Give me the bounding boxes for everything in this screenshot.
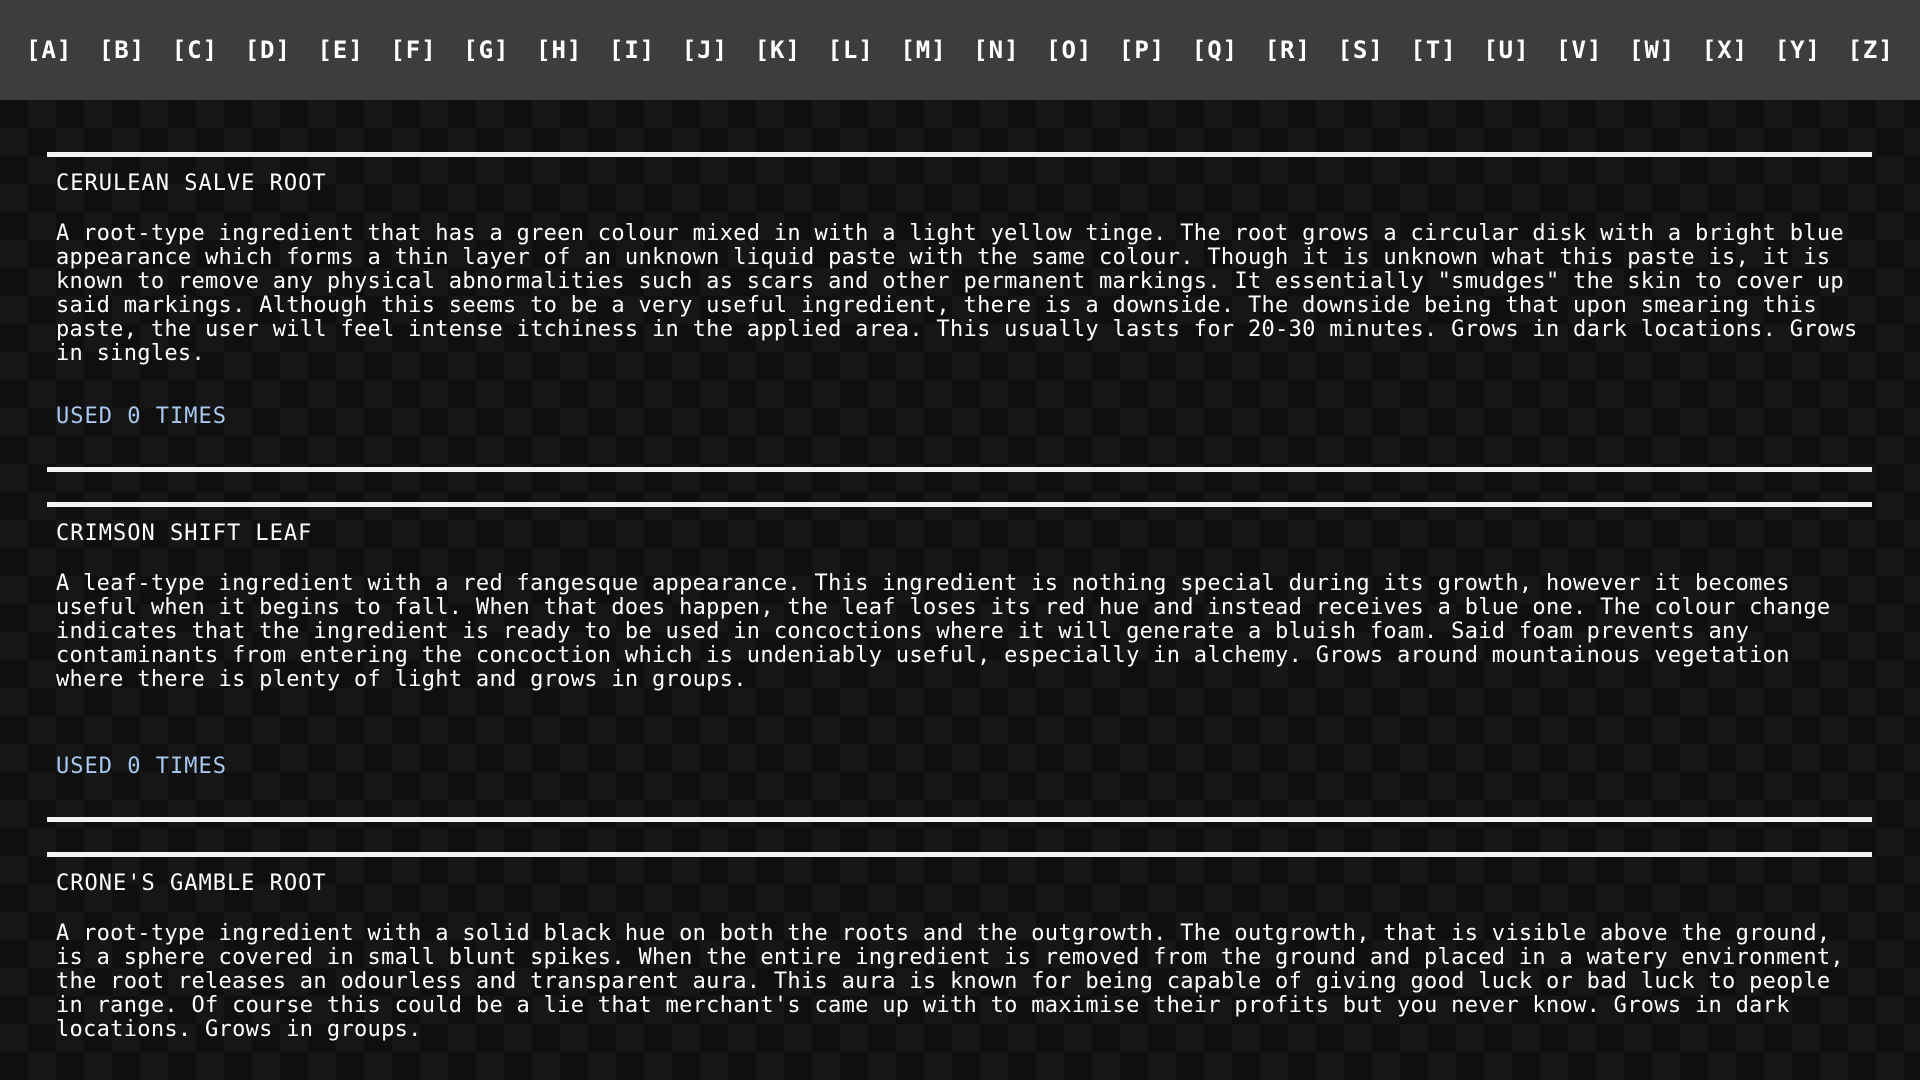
nav-letter-e[interactable]: [E] bbox=[317, 36, 364, 64]
ingredient-title: CRONE'S GAMBLE ROOT bbox=[56, 871, 327, 896]
ingredient-list-panel[interactable] bbox=[0, 100, 1920, 1080]
nav-letter-d[interactable]: [D] bbox=[244, 36, 291, 64]
nav-letter-i[interactable]: [I] bbox=[608, 36, 656, 64]
nav-letter-p[interactable]: [P] bbox=[1118, 36, 1166, 64]
ingredient-entry bbox=[47, 152, 1872, 472]
nav-letter-g[interactable]: [G] bbox=[463, 36, 510, 64]
nav-letter-j[interactable]: [J] bbox=[681, 36, 729, 64]
nav-letter-v[interactable]: [V] bbox=[1556, 36, 1603, 64]
nav-letter-a[interactable]: [A] bbox=[26, 36, 73, 64]
nav-letter-k[interactable]: [K] bbox=[754, 36, 801, 64]
nav-letter-s[interactable]: [S] bbox=[1337, 36, 1384, 64]
ingredient-title: CRIMSON SHIFT LEAF bbox=[56, 521, 313, 546]
nav-letter-w[interactable]: [W] bbox=[1628, 36, 1676, 64]
nav-letter-q[interactable]: [Q] bbox=[1191, 36, 1239, 64]
nav-letter-o[interactable]: [O] bbox=[1046, 36, 1093, 64]
ingredient-description: A root-type ingredient that has a green colour mixed in with a light yellow tinge. The root grows a circular disk with a bright blue appearance which forms a thin layer of an unknown liquid paste with the same colour. Though it is unknown what this paste is, it is known to remove any physical abnormalities such as scars and other permanent markings. It essentially "smudges" the skin to cover up said markings. Although this seems to be a very useful ingredient, there is a downside. The downside being that upon smearing this paste, the user will feel intense itchiness in the applied area. This usually lasts for 20-30 minutes. Grows in dark locations. Grows in singles. bbox=[56, 221, 1858, 366]
nav-letter-y[interactable]: [Y] bbox=[1774, 36, 1821, 64]
alphabet-nav-bar bbox=[0, 0, 1920, 100]
ingredient-used-count: USED 0 TIMES bbox=[56, 754, 227, 779]
ingredient-description: A root-type ingredient with a solid black hue on both the roots and the outgrowth. The outgrowth, that is visible above the ground, is a sphere covered in small blunt spikes. When the entire ingredient is removed from the ground and placed in a watery environment, the root releases an odourless and transparent aura. This aura is known for being capable of giving good luck or bad luck to people in range. Of course this could be a lie that merchant's came up with to maximise their profits but you never know. Grows in dark locations. Grows in groups. bbox=[56, 921, 1844, 1042]
ingredient-title: CERULEAN SALVE ROOT bbox=[56, 171, 327, 196]
nav-letter-t[interactable]: [T] bbox=[1410, 36, 1457, 64]
nav-letter-m[interactable]: [M] bbox=[900, 36, 947, 64]
nav-letter-u[interactable]: [U] bbox=[1483, 36, 1530, 64]
ingredient-used-count: USED 0 TIMES bbox=[56, 404, 227, 429]
nav-letter-c[interactable]: [C] bbox=[171, 36, 219, 64]
ingredient-entry bbox=[47, 852, 1872, 1080]
nav-letter-l[interactable]: [L] bbox=[827, 36, 874, 64]
nav-letter-r[interactable]: [R] bbox=[1264, 36, 1311, 64]
nav-letter-x[interactable]: [X] bbox=[1701, 36, 1749, 64]
ingredient-description: A leaf-type ingredient with a red fangesque appearance. This ingredient is nothing special during its growth, however it becomes useful when it begins to fall. When that does happen, the leaf loses its red hue and instead receives a blue one. The colour change indicates that the ingredient is ready to be used in concoctions where it will generate a bluish foam. Said foam prevents any contaminants from entering the concoction which is undeniably useful, especially in alchemy. Grows around mountainous vegetation where there is plenty of light and grows in groups. bbox=[56, 571, 1831, 692]
ingredient-list bbox=[47, 152, 1872, 1080]
nav-letter-b[interactable]: [B] bbox=[98, 36, 146, 64]
ingredient-entry bbox=[47, 502, 1872, 822]
nav-letter-h[interactable]: [H] bbox=[536, 36, 583, 64]
nav-letter-n[interactable]: [N] bbox=[973, 36, 1020, 64]
nav-letter-z[interactable]: [Z] bbox=[1847, 36, 1894, 64]
nav-letter-f[interactable]: [F] bbox=[390, 36, 437, 64]
